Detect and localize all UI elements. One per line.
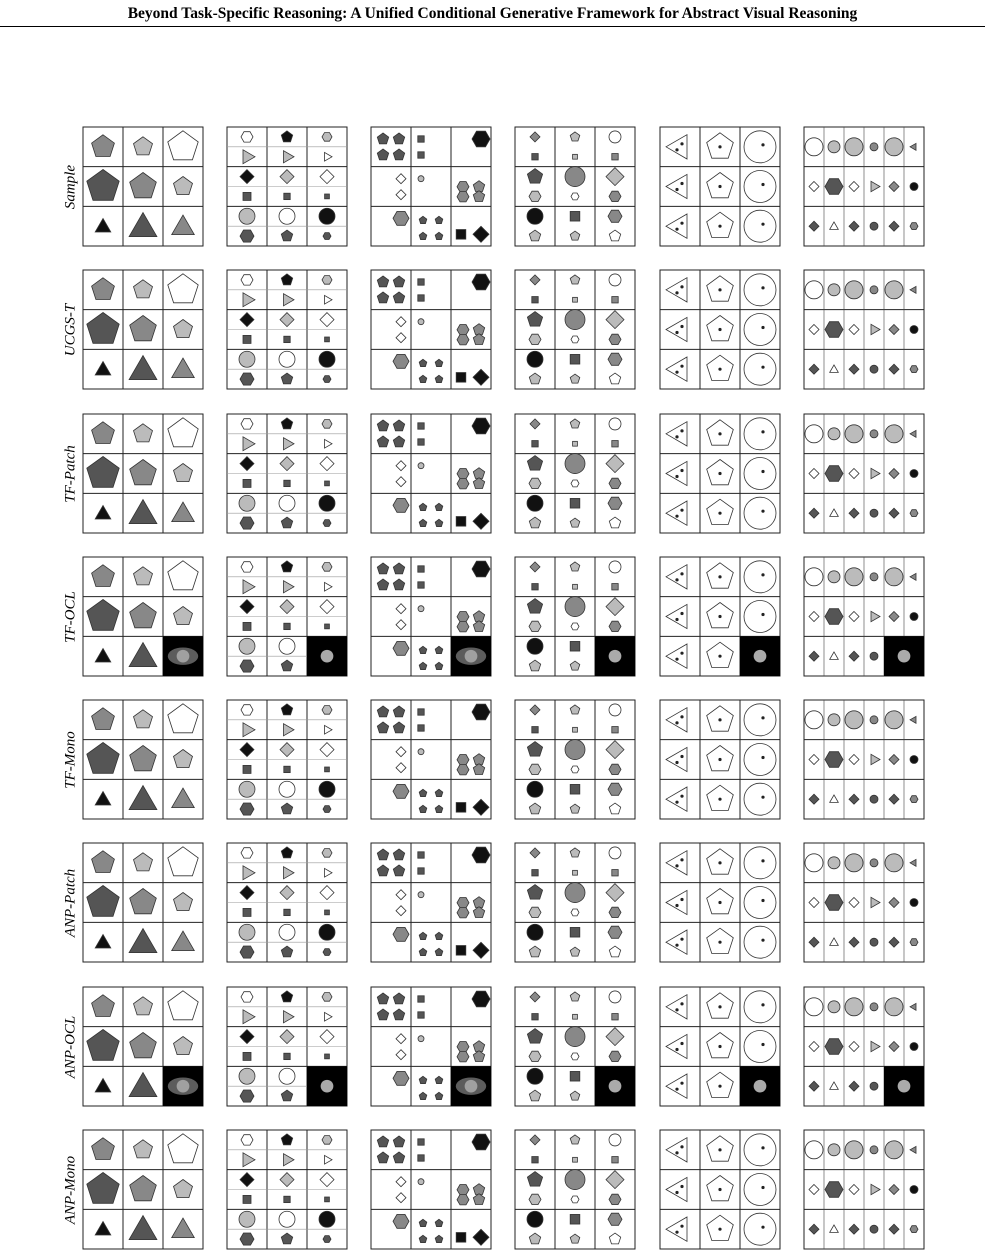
row-label-text: Sample xyxy=(62,164,79,209)
rpm-panel xyxy=(371,127,491,246)
row-label-text: UCGS-T xyxy=(62,303,79,356)
rpm-panel xyxy=(660,557,780,676)
rpm-panel xyxy=(227,414,347,533)
rpm-panel xyxy=(660,1130,780,1249)
row-label-text: TF-Patch xyxy=(62,444,79,503)
rpm-panel xyxy=(660,700,780,819)
rpm-panel xyxy=(804,414,924,533)
row-label-text: TF-Mono xyxy=(62,730,79,789)
rpm-panel xyxy=(83,270,203,389)
rpm-panel xyxy=(371,270,491,389)
rpm-panel xyxy=(804,1130,924,1249)
rpm-panel xyxy=(660,127,780,246)
rpm-panel xyxy=(83,414,203,533)
rpm-panel xyxy=(660,270,780,389)
rpm-panel xyxy=(515,414,635,533)
rpm-panel xyxy=(227,127,347,246)
rpm-panel xyxy=(515,270,635,389)
rpm-panel xyxy=(660,414,780,533)
rpm-panel xyxy=(515,1130,635,1249)
rpm-panel xyxy=(83,127,203,246)
rpm-panel xyxy=(804,843,924,962)
row-label-text: ANP-Patch xyxy=(62,868,79,937)
row-group xyxy=(83,127,924,246)
row-label-text: ANP-Mono xyxy=(62,1155,79,1224)
rpm-panel xyxy=(371,700,491,819)
row-group xyxy=(83,270,924,389)
row-label-text: TF-OCL xyxy=(62,590,79,643)
rpm-panel xyxy=(227,700,347,819)
rpm-panel xyxy=(83,557,203,676)
rpm-panel xyxy=(515,557,635,676)
rpm-panel xyxy=(227,270,347,389)
rpm-panel xyxy=(515,987,635,1106)
rpm-panel xyxy=(83,1130,203,1249)
rpm-panel xyxy=(660,843,780,962)
rpm-panel xyxy=(804,987,924,1106)
rpm-panel xyxy=(371,843,491,962)
rpm-panel xyxy=(515,127,635,246)
rpm-panel xyxy=(227,1130,347,1249)
rpm-panel xyxy=(371,1130,491,1249)
rpm-panel xyxy=(227,843,347,962)
row-group xyxy=(83,1130,924,1249)
row-group xyxy=(83,557,924,676)
rpm-panel xyxy=(804,127,924,246)
rpm-panel xyxy=(804,557,924,676)
rpm-panel xyxy=(83,987,203,1106)
row-group xyxy=(83,987,924,1106)
row-group xyxy=(83,414,924,533)
rpm-panel xyxy=(804,700,924,819)
rpm-panel xyxy=(83,843,203,962)
rpm-panel xyxy=(515,700,635,819)
rpm-panel xyxy=(371,557,491,676)
rpm-panel xyxy=(83,700,203,819)
rpm-panel xyxy=(371,987,491,1106)
rpm-panel xyxy=(515,843,635,962)
row-label-text: ANP-OCL xyxy=(62,1015,79,1078)
running-title: Beyond Task-Specific Reasoning: A Unified Conditional Generative Framework for Abstract Visual Reasoning xyxy=(127,5,858,22)
rpm-panel xyxy=(227,557,347,676)
rpm-panel xyxy=(227,987,347,1106)
rpm-panel xyxy=(804,270,924,389)
rpm-panel xyxy=(371,414,491,533)
rpm-panel xyxy=(660,987,780,1106)
row-group xyxy=(83,843,924,962)
row-group xyxy=(83,700,924,819)
